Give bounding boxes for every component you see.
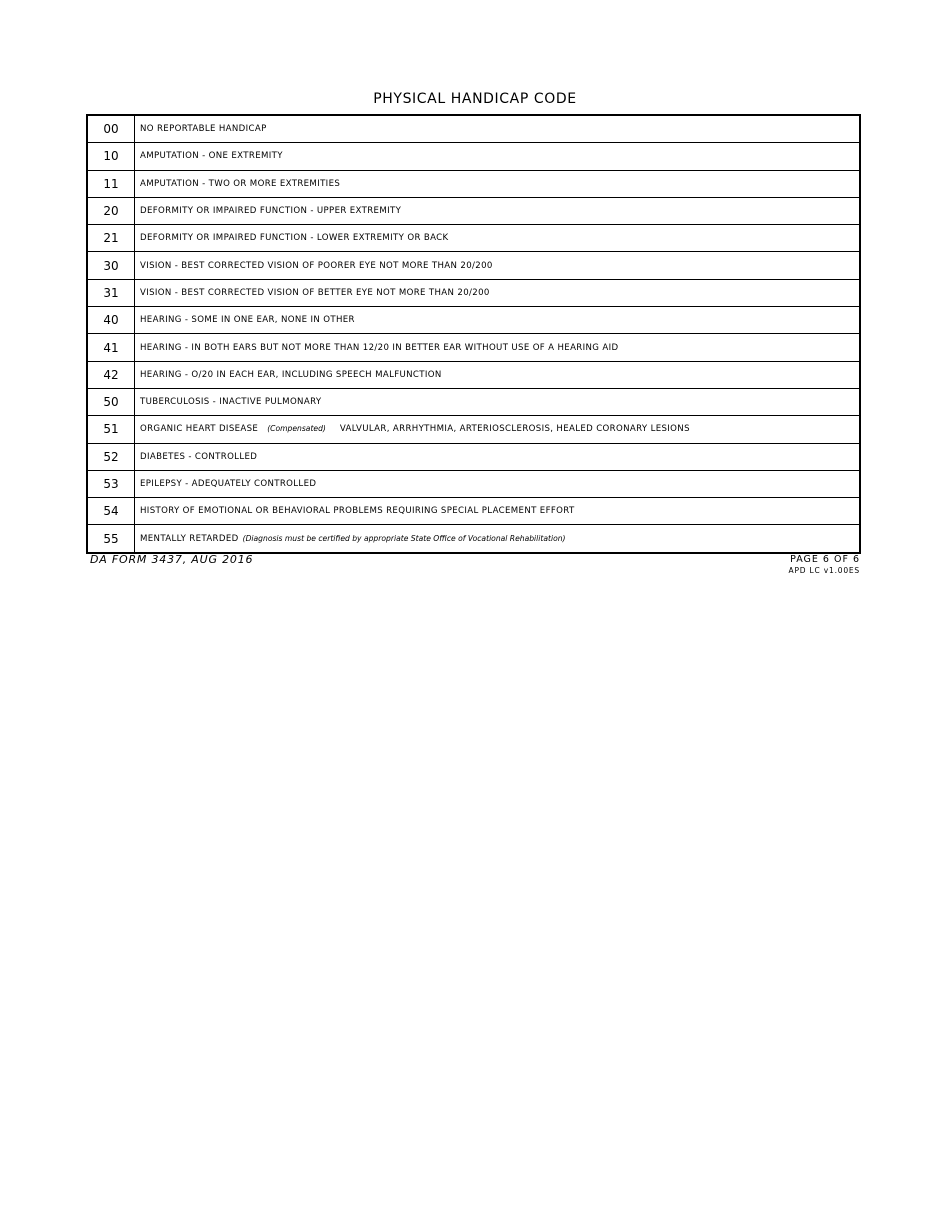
handicap-description: ORGANIC HEART DISEASE bbox=[140, 424, 259, 435]
handicap-code: 51 bbox=[87, 416, 135, 443]
handicap-code: 00 bbox=[87, 115, 135, 143]
table-row bbox=[87, 525, 860, 553]
handicap-code: 31 bbox=[87, 279, 135, 306]
footer-page-info bbox=[789, 554, 860, 575]
handicap-code: 40 bbox=[87, 307, 135, 334]
handicap-description-cell bbox=[135, 525, 861, 553]
table-row bbox=[87, 334, 860, 361]
handicap-description: MENTALLY RETARDED bbox=[140, 533, 239, 544]
handicap-description: DEFORMITY OR IMPAIRED FUNCTION - LOWER EXTREMITY OR BACK bbox=[135, 225, 861, 252]
table-row bbox=[87, 170, 860, 197]
handicap-code: 20 bbox=[87, 197, 135, 224]
handicap-code-table bbox=[86, 114, 861, 554]
handicap-code: 55 bbox=[87, 525, 135, 553]
handicap-description: HEARING - SOME IN ONE EAR, NONE IN OTHER bbox=[135, 307, 861, 334]
table-row bbox=[87, 470, 860, 497]
table-row bbox=[87, 197, 860, 224]
table-row bbox=[87, 115, 860, 143]
handicap-description: HEARING - O/20 IN EACH EAR, INCLUDING SPEECH MALFUNCTION bbox=[135, 361, 861, 388]
table-row bbox=[87, 498, 860, 525]
handicap-description: HEARING - IN BOTH EARS BUT NOT MORE THAN 12/20 IN BETTER EAR WITHOUT USE OF A HEARING AID bbox=[135, 334, 861, 361]
handicap-note: (Compensated) bbox=[267, 424, 326, 434]
table-row bbox=[87, 252, 860, 279]
form-id: DA FORM 3437, AUG 2016 bbox=[90, 553, 254, 566]
table-row bbox=[87, 443, 860, 470]
handicap-code: 30 bbox=[87, 252, 135, 279]
handicap-code: 42 bbox=[87, 361, 135, 388]
handicap-description: DEFORMITY OR IMPAIRED FUNCTION - UPPER EXTREMITY bbox=[135, 197, 861, 224]
handicap-code: 50 bbox=[87, 388, 135, 415]
table-row bbox=[87, 416, 860, 443]
handicap-code: 53 bbox=[87, 470, 135, 497]
handicap-description: VISION - BEST CORRECTED VISION OF POORER EYE NOT MORE THAN 20/200 bbox=[135, 252, 861, 279]
table-row bbox=[87, 225, 860, 252]
handicap-description: HISTORY OF EMOTIONAL OR BEHAVIORAL PROBLEMS REQUIRING SPECIAL PLACEMENT EFFORT bbox=[135, 498, 861, 525]
handicap-description: NO REPORTABLE HANDICAP bbox=[135, 115, 861, 143]
handicap-note: (Diagnosis must be certified by appropriate State Office of Vocational Rehabilitation) bbox=[242, 533, 566, 543]
handicap-code: 52 bbox=[87, 443, 135, 470]
handicap-code: 10 bbox=[87, 143, 135, 170]
handicap-description: EPILEPSY - ADEQUATELY CONTROLLED bbox=[135, 470, 861, 497]
handicap-description: TUBERCULOSIS - INACTIVE PULMONARY bbox=[135, 388, 861, 415]
form-version: APD LC v1.00ES bbox=[788, 566, 860, 575]
table-row bbox=[87, 361, 860, 388]
page-title: PHYSICAL HANDICAP CODE bbox=[373, 91, 577, 107]
handicap-code: 11 bbox=[87, 170, 135, 197]
handicap-extra: VALVULAR, ARRHYTHMIA, ARTERIOSCLEROSIS, HEALED CORONARY LESIONS bbox=[339, 424, 690, 435]
table-row bbox=[87, 307, 860, 334]
page-number: PAGE 6 OF 6 bbox=[790, 554, 860, 565]
handicap-description: AMPUTATION - TWO OR MORE EXTREMITIES bbox=[135, 170, 861, 197]
handicap-code: 41 bbox=[87, 334, 135, 361]
handicap-code: 21 bbox=[87, 225, 135, 252]
handicap-description: VISION - BEST CORRECTED VISION OF BETTER EYE NOT MORE THAN 20/200 bbox=[135, 279, 861, 306]
handicap-description: AMPUTATION - ONE EXTREMITY bbox=[135, 143, 861, 170]
table-row bbox=[87, 279, 860, 306]
handicap-description: DIABETES - CONTROLLED bbox=[135, 443, 861, 470]
table-row bbox=[87, 388, 860, 415]
table-row bbox=[87, 143, 860, 170]
handicap-code: 54 bbox=[87, 498, 135, 525]
handicap-description-cell bbox=[135, 416, 861, 443]
